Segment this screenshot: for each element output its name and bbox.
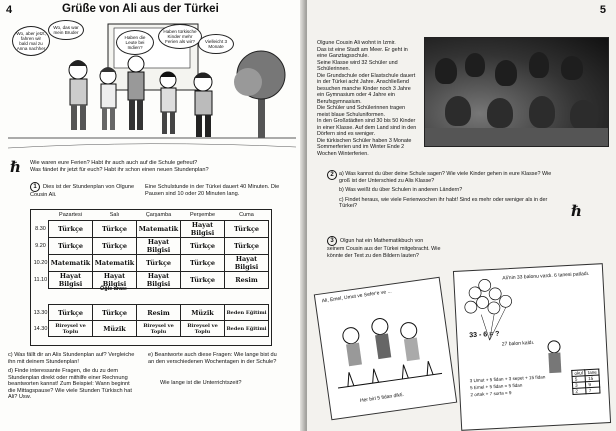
speech-bubble-2: Wo, das war mein Bruder	[48, 20, 84, 40]
planting-cartoon	[314, 277, 457, 420]
balloons-drawing	[454, 264, 610, 430]
lesson-time: 11.10	[33, 272, 49, 289]
lesson-cell: Türkçe	[49, 238, 93, 255]
info-paragraph: Die Grundschule oder Elastschule dauert in der Türkei acht Jahre. Anschließend besuchen manche Kinder noch 3 Jahre ein Gymnasium oder 4 Jahre ein Berufsgymnasium.	[317, 72, 416, 105]
kids-illustration	[8, 20, 296, 152]
info-paragraph: Die türkischen Schüler haben 3 Monate Sommerferien und im Winter Ende 2 Wochen Winterferien.	[317, 137, 412, 157]
lesson-cell: Türkçe	[181, 238, 225, 255]
lesson-cell: Resim	[137, 305, 181, 321]
exercise1-right-text: Eine Schulstunde in der Türkei dauert 40 Minuten. Die Pausen sind 10 oder 20 Minuten lang.	[145, 184, 280, 197]
lesson-cell: Hayat Bilgisi	[137, 238, 181, 255]
lesson-cell: Hayat Bilgisi	[225, 255, 269, 272]
lesson-cell: Türkçe	[225, 221, 269, 238]
task-c: c) Was fällt dir an Alis Stundenplan auf? Vergleiche ihn mit deinem Stundenplan!	[8, 352, 135, 365]
day-header: Cuma	[239, 212, 254, 218]
intro-question-2: Was fändet ihr jetzt für euch? Habt ihr schon einen neuen Stundenplan?	[30, 167, 209, 173]
book-icon: ℏ	[10, 158, 21, 176]
exercise2	[327, 170, 557, 210]
lesson-cell: Müzik	[93, 321, 137, 337]
intro-question-1: Wie waren eure Ferien? Habt ihr auch auch auf die Schule gefreut?	[30, 160, 198, 166]
lesson-cell: Matematik	[137, 221, 181, 238]
timetable	[30, 209, 272, 346]
exercise2-a: a) Was kannst du über deine Schule sagen? Wie viele Kinder gehen in eure Klasse? Wie groß ist der Unterschied zu Alis Klasse?	[339, 171, 552, 184]
lesson-time: 13.30	[33, 305, 49, 321]
lesson-time: 9.20	[33, 238, 49, 255]
day-header: Perşembe	[189, 212, 216, 218]
info-paragraph: Seine Klasse wird 32 Schüler und Schülerinnen.	[317, 59, 398, 72]
info-paragraph: Olgune Cousin Ali wohnt in Izmir.	[317, 40, 396, 46]
ali-info-text	[317, 40, 419, 157]
lesson-cell: Bireysel ve Toplu	[181, 321, 225, 337]
task-d: d) Finde interessante Fragen, die du zu dem Stundenplan direkt oder mithilfe einer Rechnung beantworten kannst! Zum Beispiel: Wann beginnt die Mittagspause? Wie viele Stunden Türkisch hat Ali? Usw.	[8, 368, 132, 400]
math-table: okul tane 5 15 3 9 2 7	[571, 368, 601, 394]
lesson-cell: Türkçe	[49, 221, 93, 238]
lesson-cell: Türkçe	[93, 221, 137, 238]
page-number-left: 4	[6, 4, 13, 16]
lesson-time: 14.30	[33, 321, 49, 337]
lesson-time: 8.30	[33, 221, 49, 238]
exercise1-left-text	[30, 182, 140, 199]
lesson-cell: Hayat Bilgisi	[93, 272, 137, 289]
lesson-cell: Müzik	[181, 305, 225, 321]
table-row	[33, 255, 269, 272]
task-e-2: Wie lange ist die Unterrichtszeit?	[160, 380, 242, 386]
speech-bubble-4: Haben türkische Kinder mehr Ferien als wir?	[158, 24, 202, 49]
lesson-cell: Beden Eğitimi	[225, 321, 269, 337]
table-row	[33, 221, 269, 238]
exercise1-intro: Dies ist der Stundenplan von Olgune Cousin Ali.	[30, 184, 135, 198]
poster-text: Ali'nin 33 balonu vardı. 6 tanesi patladı.	[502, 270, 590, 282]
classroom-photo	[424, 37, 609, 147]
exercise3-number: 3	[327, 236, 337, 246]
timetable-afternoon	[33, 304, 269, 337]
day-header: Pazartesi	[59, 212, 82, 218]
table-row	[33, 272, 269, 289]
speech-bubble-3: Haben die Leute bei Indien?	[116, 30, 154, 55]
info-paragraph: Die Schüler und Schülerinnen tragen meist blaue Schuluniformen.	[317, 105, 406, 118]
poster-result: 27 balon kaldı.	[501, 339, 535, 348]
book-icon-right: ℏ	[571, 202, 582, 220]
day-header: Çarşamba	[145, 212, 172, 218]
lesson-cell: Türkçe	[137, 255, 181, 272]
lesson-cell: Beden Eğitimi	[225, 305, 269, 321]
lesson-cell: Bireysel ve Toplu	[49, 321, 93, 337]
table-row	[33, 305, 269, 321]
lesson-cell: Matematik	[93, 255, 137, 272]
lesson-cell: Matematik	[49, 255, 93, 272]
lesson-cell: Türkçe	[225, 238, 269, 255]
lesson-cell: Bireysel ve Toplu	[137, 321, 181, 337]
lesson-cell: Hayat Bilgisi	[49, 272, 93, 289]
lesson-cell: Türkçe	[49, 305, 93, 321]
math-line: 3 Umut + 5 fidan + 3 sepet + 15 fidan	[469, 374, 546, 384]
speech-bubble-1: Wo, aber jetzt, fahren wir bald mal zu Anna nachher	[12, 26, 50, 56]
lesson-cell: Hayat Bilgisi	[137, 272, 181, 289]
lesson-cell: Resim	[225, 272, 269, 289]
cartoon-caption: Ali, Emel, Umut ve Sefer'e ve ...	[321, 288, 392, 305]
table-row	[33, 238, 269, 255]
cartoon-bottom-text: Her biri 5 fidan dikti.	[359, 391, 405, 405]
balloon-math-poster	[453, 263, 611, 431]
poster-equation: 33 - 6 = ?	[469, 330, 500, 340]
page-title: Grüße von Ali aus der Türkei	[62, 3, 219, 15]
timetable-morning	[33, 210, 269, 289]
exercise2-number: 2	[327, 170, 337, 180]
exercise3	[327, 236, 442, 259]
table-row	[33, 321, 269, 337]
day-header: Salı	[109, 212, 120, 218]
info-paragraph: In den Großstädten sind 30 bis 50 Kinder in einer Klasse. Auf dem Land sind in den Dörfern sind es weniger.	[317, 118, 417, 137]
lesson-cell: Türkçe	[181, 255, 225, 272]
info-paragraph: Das ist eine Stadt am Meer. Er geht in eine Ganztagsschule.	[317, 46, 408, 59]
task-e: e) Beantworte auch diese Fragen: Wie lange bist du an den verschiedenen Wochentagen in der Schule?	[148, 352, 277, 365]
exercise1-number: 1	[30, 182, 40, 192]
exercise2-c: c) Findet heraus, wie viele Ferienwochen ihr habt! Sind es mehr oder weniger als in der Türkei?	[339, 196, 548, 209]
lesson-cell: Türkçe	[93, 238, 137, 255]
lesson-cell: Türkçe	[181, 272, 225, 289]
speech-bubble-5: Vielleicht 3 Monate	[198, 34, 234, 54]
right-page	[307, 0, 616, 431]
exercise2-b: b) Was weißt du über Schulen in anderen Ländern?	[339, 187, 463, 193]
exercise3-text: Olgun hat ein Mathematikbuch von seinem Cousin aus der Türkei mitgebracht. Wie könnte der Text zu den Bildern lauten?	[327, 238, 441, 259]
math-line: 5 Emel + 5 fidan = 5 fidan	[469, 382, 523, 391]
lunch-break-label: Öğle arası	[100, 286, 127, 292]
lesson-cell: Hayat Bilgisi	[181, 221, 225, 238]
lesson-time: 10.20	[33, 255, 49, 272]
page-number-right: 5	[599, 4, 606, 16]
left-page	[0, 0, 305, 431]
lesson-cell: Türkçe	[93, 305, 137, 321]
math-line: 2 ortak + 7 sorta = 9	[470, 390, 512, 398]
